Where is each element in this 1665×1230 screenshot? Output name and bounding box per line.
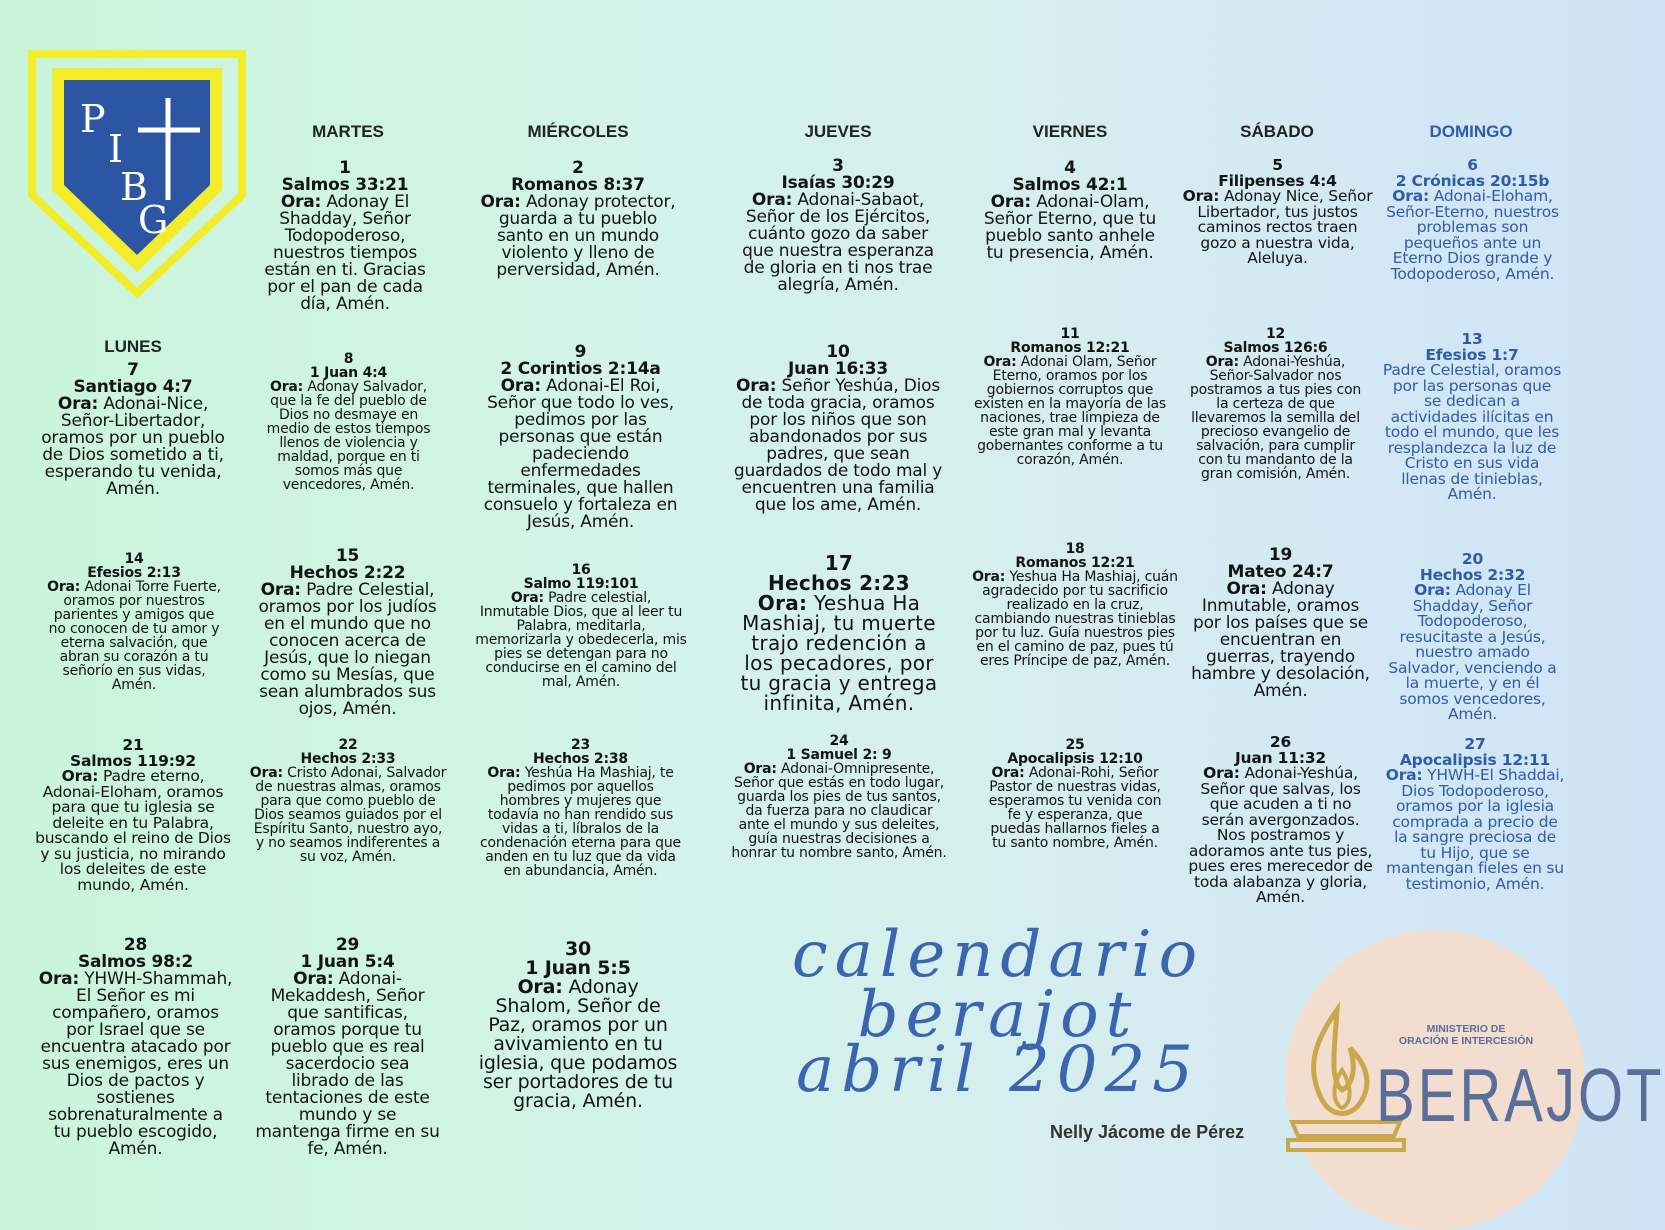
day-14: 14 Efesios 2:13 Ora: Adonai Torre Fuerte, oramos por nuestros parientes y amigos que no conocen de tu amor y eterna salvación, que abran su corazón a tu señorío en sus vidas, Amén. (47, 551, 221, 693)
day-24: 24 1 Samuel 2: 9 Ora: Adonai-Omnipresente, Señor que estás en todo lugar, guarda los pies de tus santos, da fuerza para no claudicar ante el mundo y sus deleites, guía nuestras decisiones a honrar tu nombre santo, Amén. (731, 733, 947, 861)
header-miercoles: MIÉRCOLES (527, 122, 629, 141)
logo-letter-g: G (138, 198, 169, 242)
day-23: 23 Hechos 2:38 Ora: Yeshúa Ha Mashiaj, te pedimos por aquellos hombres y mujeres que todavía no han rendido sus vidas a ti, líbralos de la condenación eterna para que anden en tu luz que da vida en abundancia, Amén. (480, 737, 681, 879)
day-18: 18 Romanos 12:21 Ora: Yeshua Ha Mashiaj, cuán agradecido por tu sacrificio realizado en la cruz, cambiando nuestras tinieblas por tu luz. Guía nuestros pies en el camino de paz, pues tú eres Príncipe de paz, Amén. (972, 541, 1178, 669)
day-4: 4 Salmos 42:1 Ora: Adonai-Olam, Señor Eterno, que tu pueblo santo anhele tu presencia, Amén. (983, 158, 1157, 263)
day-3: 3 Isaías 30:29 Ora: Adonai-Sabaot, Señor de los Ejércitos, cuánto gozo da saber que nuestra esperanza de gloria en ti nos trae alegría, Amén. (742, 156, 934, 295)
calendar-title-line3: abril 2025 (796, 1033, 1200, 1107)
ministry-name: BERAJOT (1376, 1053, 1665, 1138)
day-15: 15 Hechos 2:22 Ora: Padre Celestial, oramos por los judíos en el mundo que no conocen acerca de Jesús, que lo niegan como su Mesías, que sean alumbrados sus ojos, Amén. (258, 546, 437, 719)
day-7: 7 Santiago 4:7 Ora: Adonai-Nice, Señor-Libertador, oramos por un pueblo de Dios sometido a ti, esperando tu venida, Amén. (41, 360, 225, 499)
logo-letter-p: P (80, 97, 106, 141)
header-jueves: JUEVES (804, 122, 872, 141)
day-2: 2 Romanos 8:37 Ora: Adonay protector, guarda a tu pueblo santo en un mundo violento y lleno de perversidad, Amén. (480, 158, 676, 280)
calendar-title-line1: calendario (791, 918, 1205, 992)
day-20: 20 Hechos 2:32 Ora: Adonay El Shadday, Señor Todopoderoso, resucitaste a Jesús, nuestro amado Salvador, venciendo a la muerte, y en él somos vencedores, Amén. (1388, 550, 1557, 723)
day-13: 13 Efesios 1:7 Padre Celestial, oramos por las personas que se dedican a actividades ilícitas en todo el mundo, que les resplandezca la luz de Cristo en sus vida llenas de tinieblas, Amén. (1382, 330, 1562, 503)
header-martes: MARTES (312, 122, 384, 141)
ministry-subtitle: MINISTERIO DE ORACIÓN E INTERCESIÓN (1398, 1023, 1534, 1047)
day-11: 11 Romanos 12:21 Ora: Adonai Olam, Señor Eterno, oramos por los gobiernos corruptos que existen en la mayoría de las naciones, trae limpieza de este gran mal y levanta gobernantes conforme a tu corazón, Amén. (974, 326, 1166, 468)
day-19: 19 Mateo 24:7 Ora: Adonay Inmutable, oramos por los países que se encuentran en guerras, trayendo hambre y desolación, Amén. (1191, 545, 1370, 701)
day-8: 8 1 Juan 4:4 Ora: Adonay Salvador, que la fe del pueblo de Dios no desmaye en medio de estos tiempos llenos de violencia y maldad, porque en ti somos más que vencedores, Amén. (266, 351, 431, 493)
day-10: 10 Juan 16:33 Ora: Señor Yeshúa, Dios de toda gracia, oramos por los niños que son abandonados por sus padres, que sean guardados de todo mal y encuentren una familia que los ame, Amén. (733, 342, 943, 515)
day-30: 30 1 Juan 5:5 Ora: Adonay Shalom, Señor de Paz, oramos por un avivamiento en tu iglesia, que podamos ser portadores de tu gracia, Amén. (478, 938, 678, 1112)
header-sabado: SÁBADO (1240, 122, 1314, 141)
header-lunes: LUNES (104, 337, 162, 356)
day-22: 22 Hechos 2:33 Ora: Cristo Adonai, Salvador de nuestras almas, oramos para que como pueblo de Dios seamos guiados por el Espíritu Santo, nuestro ayo, y no seamos indiferentes a su voz, Amén. (249, 737, 447, 865)
author-name: Nelly Jácome de Pérez (1050, 1122, 1245, 1142)
day-26: 26 Juan 11:32 Ora: Adonai-Yeshúa, Señor que salvas, los que acuden a ti no serán avergonzados. Nos postramos y adoramos ante tus pies, pues eres merecedor de toda alabanza y gloria, Amén. (1188, 733, 1373, 906)
day-12: 12 Salmos 126:6 Ora: Adonai-Yeshúa, Señor-Salvador nos postramos a tus pies con la certeza de que llevaremos la semilla del precioso evangelio de salvación, para cumplir con tu mandanto de la gran comisión, Amén. (1189, 326, 1362, 482)
day-16: 16 Salmo 119:101 Ora: Padre celestial, Inmutable Dios, que al leer tu Palabra, meditarla, memorizarla y obedecerla, mis pies se detengan para no conducirse en el camino del mal, Amén. (475, 562, 687, 690)
header-domingo: DOMINGO (1429, 122, 1513, 141)
day-1: 1 Salmos 33:21 Ora: Adonay El Shadday, Señor Todopoderoso, nuestros tiempos están en ti. Gracias por el pan de cada día, Amén. (264, 158, 426, 314)
day-17: 17 Hechos 2:23 Ora: Yeshua Ha Mashiaj, tu muerte trajo redención a los pecadores, por tu gracia y entrega infinita, Amén. (740, 551, 938, 715)
logo-letter-b: B (120, 165, 148, 209)
day-5: 5 Filipenses 4:4 Ora: Adonay Nice, Señor Libertador, tus justos caminos rectos traen gozo a nuestra vida, Aleluya. (1182, 156, 1373, 267)
day-6: 6 2 Crónicas 20:15b Ora: Adonai-Eloham, Señor-Eterno, nuestros problemas son pequeños ante un Eterno Dios grande y Todopoderoso, Amén. (1386, 156, 1559, 283)
day-21: 21 Salmos 119:92 Ora: Padre eterno, Adonai-Eloham, oramos para que tu iglesia se deleite en tu Palabra, buscando el reino de Dios y su justicia, no mirando los deleites de este mundo, Amén. (35, 736, 231, 894)
day-27: 27 Apocalipsis 12:11 Ora: YHWH-El Shaddai, Dios Todopoderoso, oramos por la iglesia comprada a precio de la sangre preciosa de tu Hijo, que se mantengan fieles en su testimonio, Amén. (1385, 735, 1565, 893)
church-shield-logo (10, 50, 260, 300)
day-9: 9 2 Corintios 2:14a Ora: Adonai-El Roi, Señor que todo lo ves, pedimos por las personas que están padeciendo enfermedades terminales, que hallen consuelo y fortaleza en Jesús, Amén. (483, 342, 678, 532)
calendar-title-line2: berajot (857, 978, 1139, 1052)
day-29: 29 1 Juan 5:4 Ora: Adonai-Mekaddesh, Señor que santificas, oramos porque tu pueblo que es real sacerdocio sea librado de las tentaciones de este mundo y se mantenga firme en su fe, Amén. (255, 935, 440, 1159)
header-viernes: VIERNES (1032, 122, 1108, 141)
day-28: 28 Salmos 98:2 Ora: YHWH-Shammah, El Señor es mi compañero, oramos por Israel que se encuentra atacado por sus enemigos, eres un Dios de pactos y sostienes sobrenaturalmente a tu pueblo escogido, Amén. (38, 935, 233, 1159)
day-25: 25 Apocalipsis 12:10 Ora: Adonai-Rohi, Señor Pastor de nuestras vidas, esperamos tu venida con fe y esperanza, que puedas hallarnos fieles a tu santo nombre, Amén. (988, 737, 1162, 851)
logo-letter-i: I (108, 127, 124, 171)
